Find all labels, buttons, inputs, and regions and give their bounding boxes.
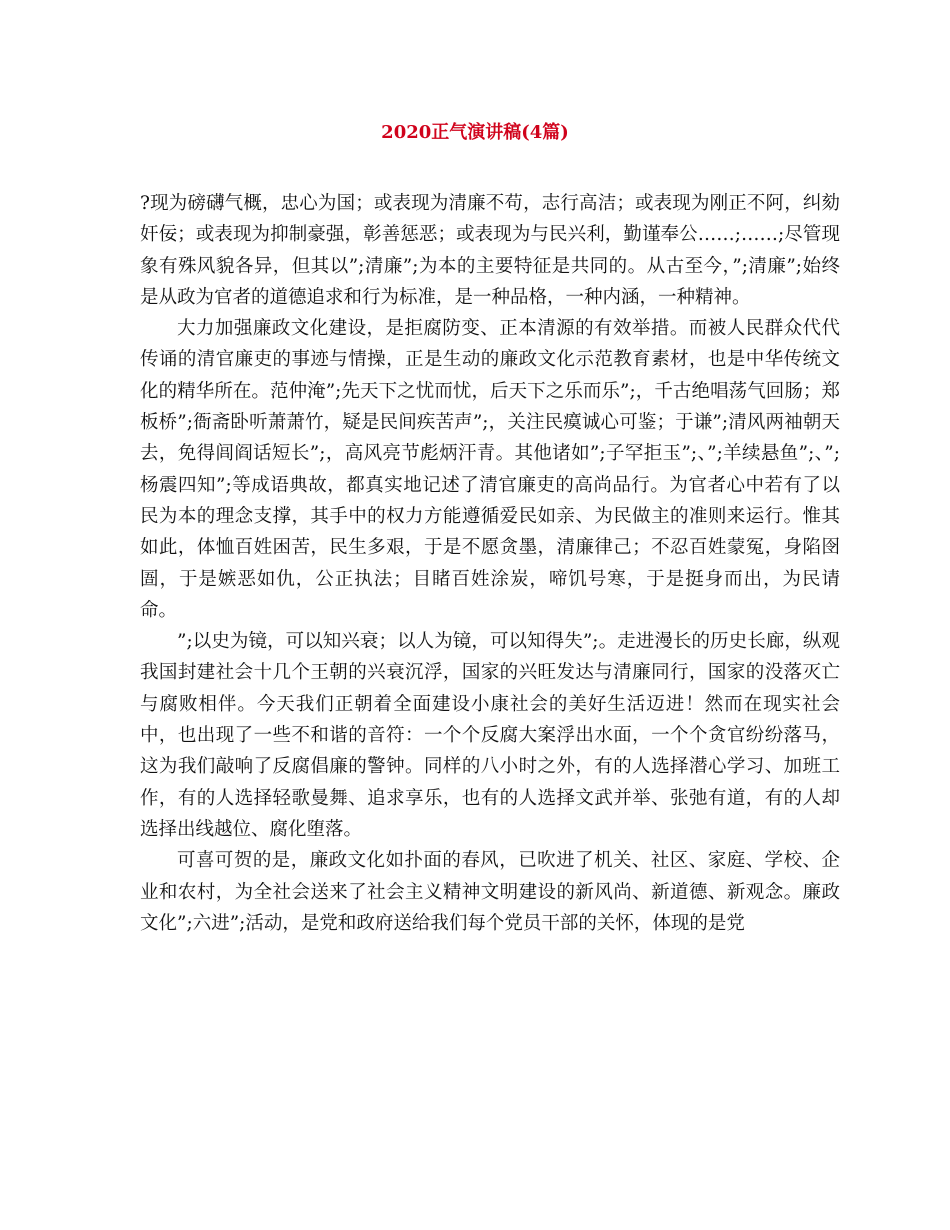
- document-body: [140, 188, 840, 939]
- document-title: 2020正气演讲稿(4篇): [381, 122, 569, 143]
- paragraph-1: ?现为磅礴气概，忠心为国；或表现为清廉不苟，志行高洁；或表现为刚正不阿，纠劾奸佞；或表现为抑制豪强，彰善惩恶；或表现为与民兴利，勤谨奉公……;……;尽管现象有殊风貌各异，但其以”;清廉”;为本的主要特征是共同的。从古至今，”;清廉”;始终是从政为官者的道德追求和行为标准，是一种品格，一种内涵，一种精神。: [140, 193, 840, 308]
- paragraph-2: 大力加强廉政文化建设，是拒腐防变、正本清源的有效举措。而被人民群众代代传诵的清官廉吏的事迹与情操，正是生动的廉政文化示范教育素材，也是中华传统文化的精华所在。范仲淹”;先天下之忧而忧，后天下之乐而乐”;，千古绝唱荡气回肠；郑板桥”;衙斋卧听萧萧竹，疑是民间疾苦声”;，关注民瘼诚心可鉴；于谦”;清风两袖朝天去，免得闾阎话短长”;，高风亮节彪炳汗青。其他诸如”;子罕拒玉”;、”;羊续悬鱼”;、”;杨震四知”;等成语典故，都真实地记述了清官廉吏的高尚品行。为官者心中若有了以民为本的理念支撑，其手中的权力方能遵循爱民如亲、为民做主的准则来运行。惟其如此，体恤百姓困苦，民生多艰，于是不愿贪墨，清廉律己；不忍百姓蒙冤，身陷囹圄，于是嫉恶如仇，公正执法；目睹百姓涂炭，啼饥号寒，于是挺身而出，为民请命。: [140, 318, 840, 621]
- paragraph-4: 可喜可贺的是，廉政文化如扑面的春风，已吹进了机关、社区、家庭、学校、企业和农村，为全社会送来了社会主义精神文明建设的新风尚、新道德、新观念。廉政文化”;六进”;活动，是党和政府送给我们每个党员干部的关怀，体现的是党: [140, 850, 840, 934]
- paragraph-3: ”;以史为镜，可以知兴衰；以人为镜，可以知得失”;。走进漫长的历史长廊，纵观我国封建社会十几个王朝的兴衰沉浮，国家的兴旺发达与清廉同行，国家的没落灭亡与腐败相伴。今天我们正朝着全面建设小康社会的美好生活迈进！然而在现实社会中，也出现了一些不和谐的音符：一个个反腐大案浮出水面，一个个贪官纷纷落马，这为我们敲响了反腐倡廉的警钟。同样的八小时之外，有的人选择潜心学习、加班工作，有的人选择轻歌曼舞、追求享乐，也有的人选择文武并举、张弛有道，有的人却选择出线越位、腐化堕落。: [140, 631, 840, 840]
